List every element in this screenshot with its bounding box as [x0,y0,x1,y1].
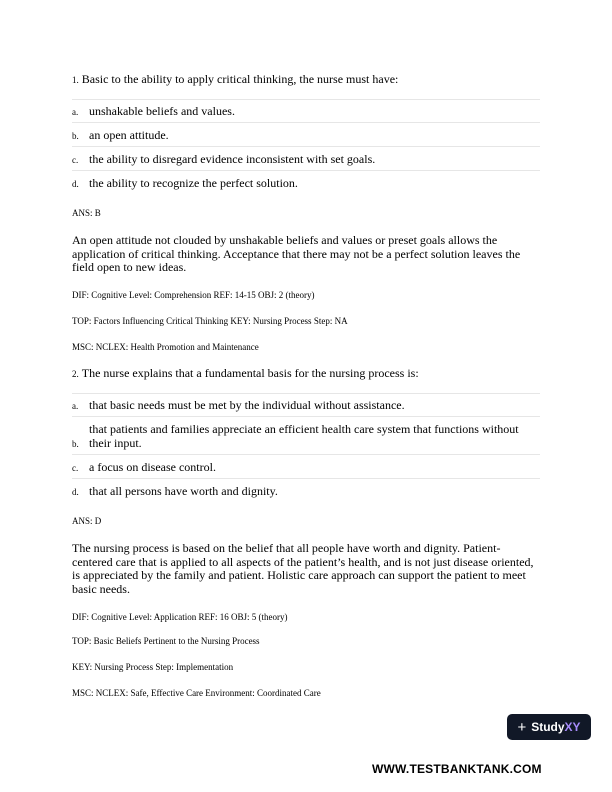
option-text: that basic needs must be met by the individual without assistance. [89,398,405,412]
q2-meta-key: KEY: Nursing Process Step: Implementation [72,662,234,672]
q2-option-d [72,478,540,502]
q1-rationale: An open attitude not clouded by unshakable beliefs and values or preset goals allows the application of critical thinking. Acceptance that there may not be a perfect solution leaves the field open to new ideas. [72,233,521,274]
q2-meta-dif: DIF: Cognitive Level: Application REF: 16 OBJ: 5 (theory) [72,612,288,622]
question-1-text: Basic to the ability to apply critical thinking, the nurse must have: [81,72,399,86]
q1-meta-top: TOP: Factors Influencing Critical Thinking KEY: Nursing Process Step: NA [72,316,348,326]
q1-meta-dif: DIF: Cognitive Level: Comprehension REF: 14-15 OBJ: 2 (theory) [72,290,315,300]
q1-option-c [72,146,540,170]
option-letter: a. [72,401,79,411]
question-2-stem [72,366,419,381]
option-text: that patients and families appreciate an efficient health care system that functions without their input. [89,422,519,450]
q1-answer: ANS: B [72,208,101,218]
option-letter: d. [72,487,79,497]
q1-option-a [72,99,540,122]
question-2-text: The nurse explains that a fundamental basis for the nursing process is: [81,366,419,380]
q1-meta-msc: MSC: NCLEX: Health Promotion and Maintenance [72,342,259,352]
q2-option-c [72,454,540,478]
q2-option-a [72,393,540,416]
studyxy-badge[interactable] [507,714,591,740]
option-letter: a. [72,107,79,117]
option-letter: b. [72,439,79,449]
option-text: the ability to recognize the perfect solution. [89,176,298,190]
q2-option-b [72,416,540,454]
option-text: that all persons have worth and dignity. [89,484,278,498]
option-text: an open attitude. [89,128,169,142]
option-text: a focus on disease control. [89,460,216,474]
q2-rationale: The nursing process is based on the belief that all people have worth and dignity. Patient-centered care that is applied to all aspects of the patient’s health, and is not just disease oriented, is appreciated by the family and patient. Holistic care approach can support the patient to meet basic needs. [72,541,534,596]
option-text: unshakable beliefs and values. [89,104,235,118]
q2-meta-msc: MSC: NCLEX: Safe, Effective Care Environment: Coordinated Care [72,688,321,698]
q1-option-d [72,170,540,194]
option-letter: d. [72,179,79,189]
option-letter: c. [72,155,79,165]
question-1-number: 1. [72,75,79,85]
footer-url[interactable]: WWW.TESTBANKTANK.COM [372,762,542,776]
question-1-stem [72,72,398,87]
q2-meta-top: TOP: Basic Beliefs Pertinent to the Nursing Process [72,636,260,646]
studyxy-xy: XY [564,720,581,734]
q1-option-b [72,122,540,146]
studyxy-study: Study [531,720,565,734]
option-letter: c. [72,463,79,473]
q2-answer: ANS: D [72,516,102,526]
option-letter: b. [72,131,79,141]
question-2-number: 2. [72,369,79,379]
plus-icon: + [517,718,527,736]
studyxy-logo-text [531,720,580,734]
option-text: the ability to disregard evidence inconsistent with set goals. [89,152,376,166]
